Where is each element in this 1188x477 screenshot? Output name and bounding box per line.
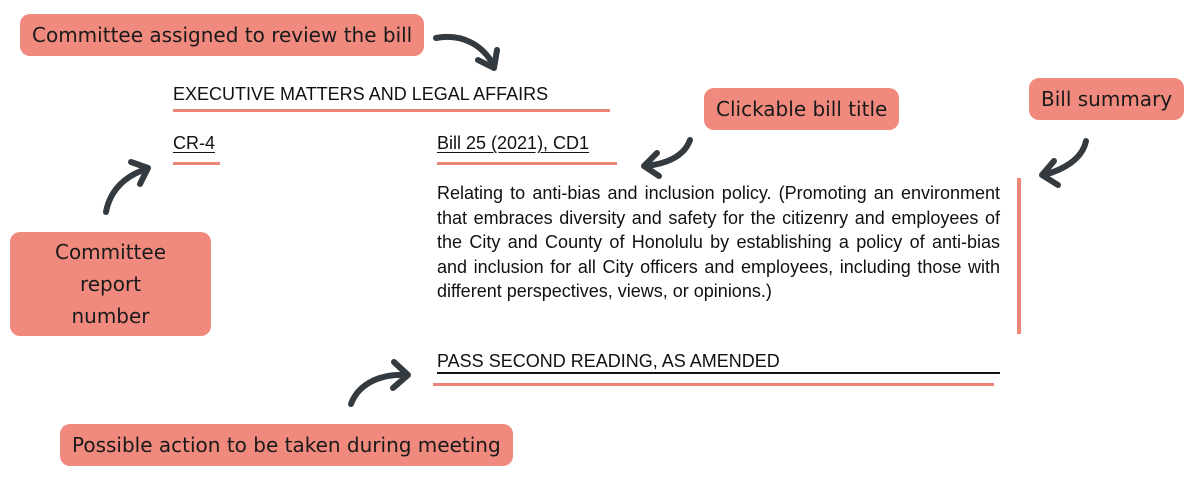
- summary-arrow-icon: [1042, 141, 1086, 185]
- bill-title-callout-label: Clickable bill title: [716, 97, 888, 121]
- report-number-callout-line2: number: [71, 304, 150, 328]
- report-number: CR-4: [173, 133, 216, 153]
- report-number-callout-line1: Committee report: [54, 240, 166, 296]
- bill-title-link[interactable]: Bill 25 (2021), CD1: [437, 133, 590, 153]
- action-arrow-icon: [351, 362, 408, 404]
- bill-summary: Relating to anti-bias and inclusion policy. (Promoting an environment that embraces diversity and safety for the citizenry and employees of the City and County of Honolulu by establishing a policy of anti-bias and inclusion for all City officers and employees, including those with different perspectives, views, or opinions.): [437, 183, 1000, 301]
- report-number-arrow-icon: [106, 162, 148, 212]
- committee-callout-label: Committee assigned to review the bill: [32, 23, 413, 47]
- bill-title-arrow-icon: [644, 140, 690, 176]
- summary-callout-label: Bill summary: [1041, 87, 1173, 111]
- action-callout-label: Possible action to be taken during meeting: [72, 433, 501, 457]
- committee-arrow-icon: [436, 37, 497, 68]
- committee-name: EXECUTIVE MATTERS AND LEGAL AFFAIRS: [173, 84, 549, 104]
- action-text: PASS SECOND READING, AS AMENDED: [437, 351, 780, 371]
